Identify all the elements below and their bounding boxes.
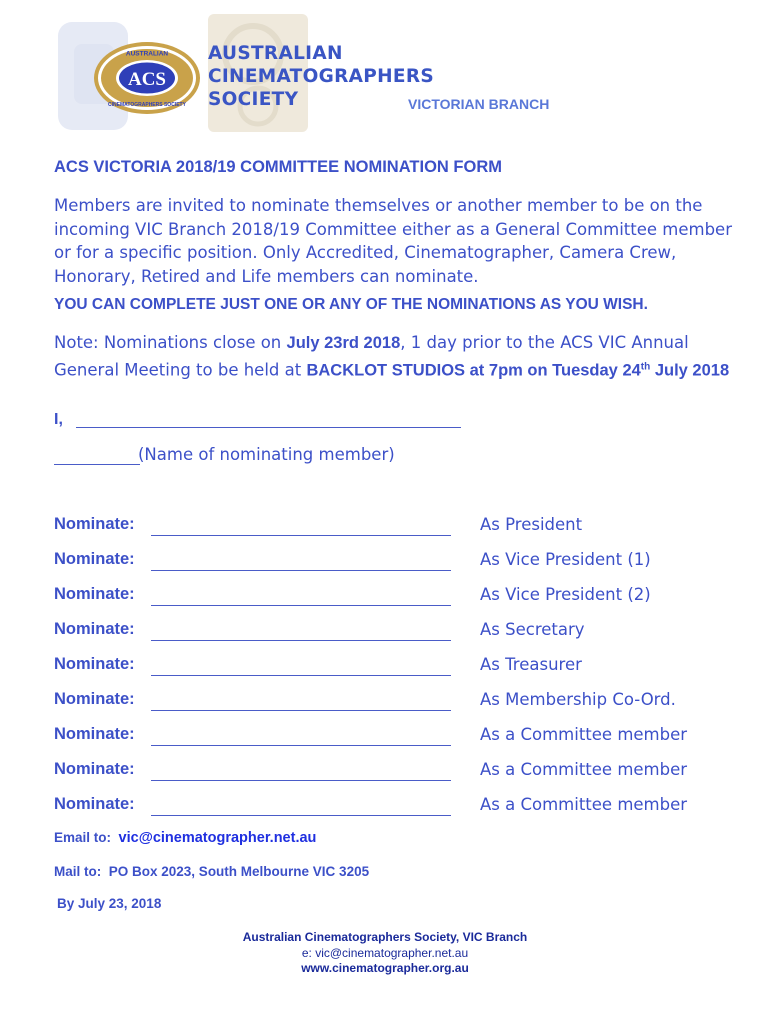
nominee-role: As Membership Co-Ord. bbox=[480, 690, 676, 709]
nomination-row bbox=[54, 585, 754, 615]
name-caption: (Name of nominating member) bbox=[138, 445, 395, 464]
nominate-label: Nominate: bbox=[54, 760, 135, 778]
nomination-row bbox=[54, 760, 754, 790]
mail-instruction bbox=[54, 864, 369, 879]
footer-email[interactable]: e: vic@cinematographer.net.au bbox=[301, 945, 469, 960]
nominate-label: Nominate: bbox=[54, 690, 135, 708]
footer bbox=[0, 930, 770, 977]
nominee-line[interactable] bbox=[151, 570, 451, 571]
nomination-row bbox=[54, 795, 754, 825]
nominee-role: As Treasurer bbox=[480, 655, 582, 674]
org-name-line2: CINEMATOGRAPHERS bbox=[208, 66, 435, 87]
note-venue: BACKLOT STUDIOS at 7pm on Tuesday 24 bbox=[306, 361, 641, 380]
nominate-label: Nominate: bbox=[54, 795, 135, 813]
nominate-label: Nominate: bbox=[54, 515, 135, 533]
form-emphasis: YOU CAN COMPLETE JUST ONE OR ANY OF THE NOMINATIONS AS YOU WISH. bbox=[54, 296, 648, 313]
note-mid: , 1 day prior to the ACS VIC Annual General Meeting to be held at bbox=[54, 333, 689, 380]
footer-website[interactable]: www.cinematographer.org.au bbox=[301, 961, 469, 975]
note-sup: th bbox=[640, 361, 651, 372]
nominee-line[interactable] bbox=[151, 675, 451, 676]
nomination-row bbox=[54, 690, 754, 720]
svg-text:ACS: ACS bbox=[127, 69, 167, 90]
note-end: July 2018 bbox=[650, 361, 730, 380]
nominee-role: As Vice President (2) bbox=[480, 585, 651, 604]
form-intro: Members are invited to nominate themselves or another member to be on the incoming VIC Branch 2018/19 Committee either as a General Committee member or for a specific position. Only Accredited, Cinematographer, Camera Crew, Honorary, Retired and Life members can nominate. bbox=[54, 196, 732, 286]
nominee-line[interactable] bbox=[151, 745, 451, 746]
deadline: By July 23, 2018 bbox=[57, 896, 162, 911]
nominee-line[interactable] bbox=[151, 710, 451, 711]
nominee-line[interactable] bbox=[151, 640, 451, 641]
nomination-row bbox=[54, 655, 754, 685]
nominee-role: As President bbox=[480, 515, 583, 534]
nominate-label: Nominate: bbox=[54, 585, 135, 603]
svg-text:CINEMATOGRAPHERS SOCIETY: CINEMATOGRAPHERS SOCIETY bbox=[108, 102, 186, 108]
svg-text:AUSTRALIAN: AUSTRALIAN bbox=[125, 50, 169, 58]
closing-note bbox=[54, 331, 734, 383]
org-name-line1: AUSTRALIAN bbox=[208, 43, 343, 64]
note-prefix: Note: Nominations close on bbox=[54, 333, 287, 352]
acs-seal-logo bbox=[92, 40, 202, 116]
nominee-role: As a Committee member bbox=[480, 795, 688, 814]
footer-org: Australian Cinematographers Society, VIC Branch bbox=[242, 930, 528, 944]
nomination-row bbox=[54, 725, 754, 755]
nominate-label: Nominate: bbox=[54, 725, 135, 743]
nominator-name-line[interactable] bbox=[76, 427, 461, 428]
form-title: ACS VICTORIA 2018/19 COMMITTEE NOMINATION FORM bbox=[54, 158, 502, 176]
nominee-role: As Secretary bbox=[480, 620, 585, 639]
nominee-role: As a Committee member bbox=[480, 760, 688, 779]
nominate-label: Nominate: bbox=[54, 655, 135, 673]
letterhead bbox=[0, 0, 770, 140]
branch-name: VICTORIAN BRANCH bbox=[408, 96, 550, 112]
nomination-row bbox=[54, 620, 754, 650]
nominee-role: As a Committee member bbox=[480, 725, 688, 744]
nominate-label: Nominate: bbox=[54, 550, 135, 568]
nominee-line[interactable] bbox=[151, 535, 451, 536]
nominee-line[interactable] bbox=[151, 815, 451, 816]
mail-label: Mail to: bbox=[54, 864, 102, 879]
nominate-label: Nominate: bbox=[54, 620, 135, 638]
org-name bbox=[208, 42, 434, 111]
email-link[interactable]: vic@cinematographer.net.au bbox=[118, 830, 317, 846]
nominee-line[interactable] bbox=[151, 605, 451, 606]
mail-address: PO Box 2023, South Melbourne VIC 3205 bbox=[108, 864, 370, 879]
i-label: I, bbox=[54, 411, 63, 428]
nominee-line[interactable] bbox=[151, 780, 451, 781]
org-name-line3: SOCIETY bbox=[208, 89, 299, 110]
email-label: Email to: bbox=[54, 830, 112, 845]
nomination-row bbox=[54, 550, 754, 580]
nomination-row bbox=[54, 515, 754, 545]
email-instruction bbox=[54, 830, 316, 846]
note-date: July 23rd 2018 bbox=[286, 334, 401, 352]
nominee-role: As Vice President (1) bbox=[480, 550, 651, 569]
nominator-name-line-2[interactable] bbox=[54, 464, 140, 465]
